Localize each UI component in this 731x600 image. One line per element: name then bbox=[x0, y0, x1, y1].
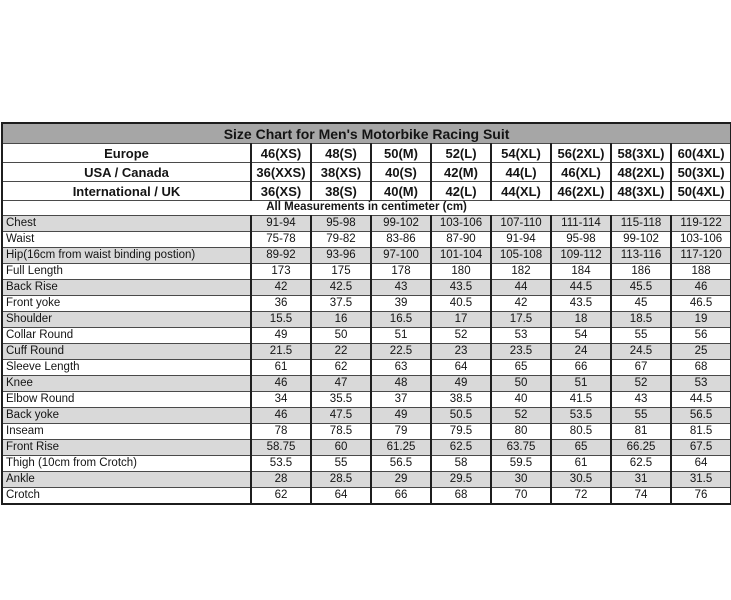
unit-note: All Measurements in centimeter (cm) bbox=[2, 201, 731, 216]
table-title: Size Chart for Men's Motorbike Racing Suit bbox=[2, 123, 731, 144]
size-cell: 50(3XL) bbox=[671, 163, 731, 182]
size-cell: 46(XS) bbox=[251, 144, 311, 163]
measurement-value: 101-104 bbox=[431, 248, 491, 264]
measurement-value: 30.5 bbox=[551, 472, 611, 488]
size-cell: 54(XL) bbox=[491, 144, 551, 163]
measurement-value: 75-78 bbox=[251, 232, 311, 248]
measurement-value: 109-112 bbox=[551, 248, 611, 264]
measurement-value: 89-92 bbox=[251, 248, 311, 264]
measurement-row bbox=[2, 472, 731, 488]
measurement-value: 45 bbox=[611, 296, 671, 312]
measurement-value: 68 bbox=[671, 360, 731, 376]
measurement-value: 95-98 bbox=[311, 216, 371, 232]
measurement-label: Crotch bbox=[2, 488, 251, 505]
measurement-value: 46 bbox=[251, 376, 311, 392]
measurement-value: 117-120 bbox=[671, 248, 731, 264]
measurement-value: 58.75 bbox=[251, 440, 311, 456]
measurement-value: 66 bbox=[551, 360, 611, 376]
measurement-value: 53 bbox=[491, 328, 551, 344]
measurement-value: 24 bbox=[551, 344, 611, 360]
measurement-value: 58 bbox=[431, 456, 491, 472]
measurement-value: 53 bbox=[671, 376, 731, 392]
measurement-value: 97-100 bbox=[371, 248, 431, 264]
measurement-value: 37 bbox=[371, 392, 431, 408]
measurement-value: 80.5 bbox=[551, 424, 611, 440]
measurement-row bbox=[2, 280, 731, 296]
measurement-value: 49 bbox=[251, 328, 311, 344]
measurement-row bbox=[2, 344, 731, 360]
measurement-value: 115-118 bbox=[611, 216, 671, 232]
measurement-label: Thigh (10cm from Crotch) bbox=[2, 456, 251, 472]
measurement-value: 55 bbox=[611, 328, 671, 344]
measurement-value: 79 bbox=[371, 424, 431, 440]
size-cell: 50(M) bbox=[371, 144, 431, 163]
measurement-value: 72 bbox=[551, 488, 611, 505]
size-cell: 46(XL) bbox=[551, 163, 611, 182]
measurement-row bbox=[2, 296, 731, 312]
measurement-label: Knee bbox=[2, 376, 251, 392]
measurement-value: 16.5 bbox=[371, 312, 431, 328]
measurement-value: 52 bbox=[431, 328, 491, 344]
measurement-label: Chest bbox=[2, 216, 251, 232]
measurement-label: Back Rise bbox=[2, 280, 251, 296]
measurement-row bbox=[2, 360, 731, 376]
measurement-value: 182 bbox=[491, 264, 551, 280]
measurement-value: 62 bbox=[251, 488, 311, 505]
measurement-value: 63.75 bbox=[491, 440, 551, 456]
measurement-value: 25 bbox=[671, 344, 731, 360]
measurement-label: Full Length bbox=[2, 264, 251, 280]
size-cell: 38(S) bbox=[311, 182, 371, 201]
measurement-value: 35.5 bbox=[311, 392, 371, 408]
measurement-value: 42 bbox=[251, 280, 311, 296]
measurement-value: 39 bbox=[371, 296, 431, 312]
measurement-value: 47 bbox=[311, 376, 371, 392]
size-cell: 36(XXS) bbox=[251, 163, 311, 182]
measurement-value: 49 bbox=[371, 408, 431, 424]
measurement-value: 56.5 bbox=[671, 408, 731, 424]
region-label: International / UK bbox=[2, 182, 251, 201]
size-cell: 48(2XL) bbox=[611, 163, 671, 182]
measurement-label: Collar Round bbox=[2, 328, 251, 344]
measurement-value: 44.5 bbox=[671, 392, 731, 408]
measurement-value: 18 bbox=[551, 312, 611, 328]
measurement-value: 67.5 bbox=[671, 440, 731, 456]
measurement-value: 66 bbox=[371, 488, 431, 505]
measurement-value: 40.5 bbox=[431, 296, 491, 312]
measurement-value: 43 bbox=[611, 392, 671, 408]
size-cell: 44(XL) bbox=[491, 182, 551, 201]
measurement-row bbox=[2, 328, 731, 344]
size-cell: 46(2XL) bbox=[551, 182, 611, 201]
measurement-value: 51 bbox=[371, 328, 431, 344]
measurement-value: 29 bbox=[371, 472, 431, 488]
size-rows-body bbox=[2, 144, 731, 201]
measurement-label: Elbow Round bbox=[2, 392, 251, 408]
size-conversion-row bbox=[2, 163, 731, 182]
measurement-value: 17 bbox=[431, 312, 491, 328]
measurement-value: 40 bbox=[491, 392, 551, 408]
measurement-value: 41.5 bbox=[551, 392, 611, 408]
measurement-value: 56.5 bbox=[371, 456, 431, 472]
measurement-value: 103-106 bbox=[431, 216, 491, 232]
measurement-value: 107-110 bbox=[491, 216, 551, 232]
measurement-row bbox=[2, 488, 731, 505]
measurement-value: 175 bbox=[311, 264, 371, 280]
measurement-value: 16 bbox=[311, 312, 371, 328]
size-cell: 36(XS) bbox=[251, 182, 311, 201]
measurement-value: 18.5 bbox=[611, 312, 671, 328]
measurement-value: 50 bbox=[311, 328, 371, 344]
measurement-value: 99-102 bbox=[371, 216, 431, 232]
measurement-rows-body bbox=[2, 216, 731, 505]
measurement-value: 50 bbox=[491, 376, 551, 392]
measurement-value: 93-96 bbox=[311, 248, 371, 264]
measurement-value: 66.25 bbox=[611, 440, 671, 456]
measurement-value: 188 bbox=[671, 264, 731, 280]
size-cell: 40(S) bbox=[371, 163, 431, 182]
measurement-value: 65 bbox=[491, 360, 551, 376]
measurement-value: 83-86 bbox=[371, 232, 431, 248]
measurement-value: 70 bbox=[491, 488, 551, 505]
measurement-value: 47.5 bbox=[311, 408, 371, 424]
measurement-value: 45.5 bbox=[611, 280, 671, 296]
measurement-value: 61 bbox=[551, 456, 611, 472]
measurement-value: 62.5 bbox=[611, 456, 671, 472]
measurement-value: 55 bbox=[311, 456, 371, 472]
measurement-value: 50.5 bbox=[431, 408, 491, 424]
measurement-value: 43.5 bbox=[431, 280, 491, 296]
measurement-value: 43 bbox=[371, 280, 431, 296]
measurement-value: 81.5 bbox=[671, 424, 731, 440]
measurement-value: 52 bbox=[491, 408, 551, 424]
measurement-value: 19 bbox=[671, 312, 731, 328]
measurement-value: 46 bbox=[251, 408, 311, 424]
measurement-label: Back yoke bbox=[2, 408, 251, 424]
size-cell: 48(3XL) bbox=[611, 182, 671, 201]
size-cell: 50(4XL) bbox=[671, 182, 731, 201]
measurement-value: 29.5 bbox=[431, 472, 491, 488]
measurement-value: 80 bbox=[491, 424, 551, 440]
measurement-value: 78.5 bbox=[311, 424, 371, 440]
measurement-row bbox=[2, 248, 731, 264]
measurement-value: 67 bbox=[611, 360, 671, 376]
measurement-value: 31.5 bbox=[671, 472, 731, 488]
size-conversion-row bbox=[2, 182, 731, 201]
measurement-value: 78 bbox=[251, 424, 311, 440]
measurement-value: 31 bbox=[611, 472, 671, 488]
measurement-value: 43.5 bbox=[551, 296, 611, 312]
size-cell: 44(L) bbox=[491, 163, 551, 182]
measurement-label: Waist bbox=[2, 232, 251, 248]
measurement-value: 42 bbox=[491, 296, 551, 312]
size-cell: 42(L) bbox=[431, 182, 491, 201]
measurement-value: 23.5 bbox=[491, 344, 551, 360]
measurement-row bbox=[2, 408, 731, 424]
measurement-row bbox=[2, 232, 731, 248]
measurement-row bbox=[2, 456, 731, 472]
measurement-row bbox=[2, 216, 731, 232]
table-title-row bbox=[2, 123, 731, 144]
measurement-value: 61.25 bbox=[371, 440, 431, 456]
measurement-value: 37.5 bbox=[311, 296, 371, 312]
region-label: USA / Canada bbox=[2, 163, 251, 182]
measurement-value: 54 bbox=[551, 328, 611, 344]
title-row-body bbox=[2, 123, 731, 144]
measurement-value: 76 bbox=[671, 488, 731, 505]
measurement-value: 30 bbox=[491, 472, 551, 488]
measurement-value: 53.5 bbox=[251, 456, 311, 472]
measurement-label: Hip(16cm from waist binding postion) bbox=[2, 248, 251, 264]
measurement-value: 21.5 bbox=[251, 344, 311, 360]
measurement-label: Ankle bbox=[2, 472, 251, 488]
size-cell: 42(M) bbox=[431, 163, 491, 182]
measurement-value: 64 bbox=[311, 488, 371, 505]
size-cell: 48(S) bbox=[311, 144, 371, 163]
measurement-row bbox=[2, 440, 731, 456]
size-chart-table bbox=[1, 122, 731, 505]
measurement-value: 87-90 bbox=[431, 232, 491, 248]
unit-note-row bbox=[2, 201, 731, 216]
size-cell: 38(XS) bbox=[311, 163, 371, 182]
size-cell: 40(M) bbox=[371, 182, 431, 201]
size-cell: 52(L) bbox=[431, 144, 491, 163]
measurement-value: 49 bbox=[431, 376, 491, 392]
measurement-value: 65 bbox=[551, 440, 611, 456]
measurement-label: Cuff Round bbox=[2, 344, 251, 360]
measurement-value: 23 bbox=[431, 344, 491, 360]
measurement-value: 56 bbox=[671, 328, 731, 344]
measurement-value: 17.5 bbox=[491, 312, 551, 328]
measurement-value: 44 bbox=[491, 280, 551, 296]
measurement-value: 60 bbox=[311, 440, 371, 456]
measurement-value: 105-108 bbox=[491, 248, 551, 264]
measurement-value: 119-122 bbox=[671, 216, 731, 232]
measurement-value: 55 bbox=[611, 408, 671, 424]
measurement-value: 79.5 bbox=[431, 424, 491, 440]
measurement-value: 62.5 bbox=[431, 440, 491, 456]
measurement-value: 38.5 bbox=[431, 392, 491, 408]
measurement-value: 15.5 bbox=[251, 312, 311, 328]
measurement-value: 28 bbox=[251, 472, 311, 488]
measurement-value: 42.5 bbox=[311, 280, 371, 296]
measurement-value: 64 bbox=[671, 456, 731, 472]
measurement-label: Front Rise bbox=[2, 440, 251, 456]
note-row-body bbox=[2, 201, 731, 216]
measurement-row bbox=[2, 376, 731, 392]
measurement-value: 99-102 bbox=[611, 232, 671, 248]
measurement-value: 91-94 bbox=[491, 232, 551, 248]
measurement-row bbox=[2, 424, 731, 440]
measurement-value: 64 bbox=[431, 360, 491, 376]
measurement-label: Front yoke bbox=[2, 296, 251, 312]
measurement-value: 81 bbox=[611, 424, 671, 440]
measurement-row bbox=[2, 392, 731, 408]
measurement-value: 184 bbox=[551, 264, 611, 280]
measurement-value: 61 bbox=[251, 360, 311, 376]
measurement-value: 36 bbox=[251, 296, 311, 312]
measurement-value: 22.5 bbox=[371, 344, 431, 360]
measurement-value: 53.5 bbox=[551, 408, 611, 424]
measurement-value: 178 bbox=[371, 264, 431, 280]
measurement-value: 103-106 bbox=[671, 232, 731, 248]
measurement-label: Sleeve Length bbox=[2, 360, 251, 376]
measurement-value: 180 bbox=[431, 264, 491, 280]
measurement-value: 46.5 bbox=[671, 296, 731, 312]
measurement-value: 44.5 bbox=[551, 280, 611, 296]
measurement-value: 91-94 bbox=[251, 216, 311, 232]
measurement-row bbox=[2, 312, 731, 328]
region-label: Europe bbox=[2, 144, 251, 163]
measurement-value: 59.5 bbox=[491, 456, 551, 472]
measurement-value: 51 bbox=[551, 376, 611, 392]
measurement-value: 63 bbox=[371, 360, 431, 376]
size-cell: 56(2XL) bbox=[551, 144, 611, 163]
measurement-value: 48 bbox=[371, 376, 431, 392]
measurement-value: 79-82 bbox=[311, 232, 371, 248]
size-cell: 58(3XL) bbox=[611, 144, 671, 163]
measurement-label: Inseam bbox=[2, 424, 251, 440]
size-conversion-row bbox=[2, 144, 731, 163]
measurement-value: 24.5 bbox=[611, 344, 671, 360]
measurement-value: 113-116 bbox=[611, 248, 671, 264]
measurement-label: Shoulder bbox=[2, 312, 251, 328]
measurement-row bbox=[2, 264, 731, 280]
measurement-value: 186 bbox=[611, 264, 671, 280]
measurement-value: 111-114 bbox=[551, 216, 611, 232]
measurement-value: 95-98 bbox=[551, 232, 611, 248]
measurement-value: 28.5 bbox=[311, 472, 371, 488]
measurement-value: 74 bbox=[611, 488, 671, 505]
measurement-value: 173 bbox=[251, 264, 311, 280]
measurement-value: 62 bbox=[311, 360, 371, 376]
measurement-value: 34 bbox=[251, 392, 311, 408]
measurement-value: 22 bbox=[311, 344, 371, 360]
measurement-value: 46 bbox=[671, 280, 731, 296]
measurement-value: 68 bbox=[431, 488, 491, 505]
size-cell: 60(4XL) bbox=[671, 144, 731, 163]
measurement-value: 52 bbox=[611, 376, 671, 392]
